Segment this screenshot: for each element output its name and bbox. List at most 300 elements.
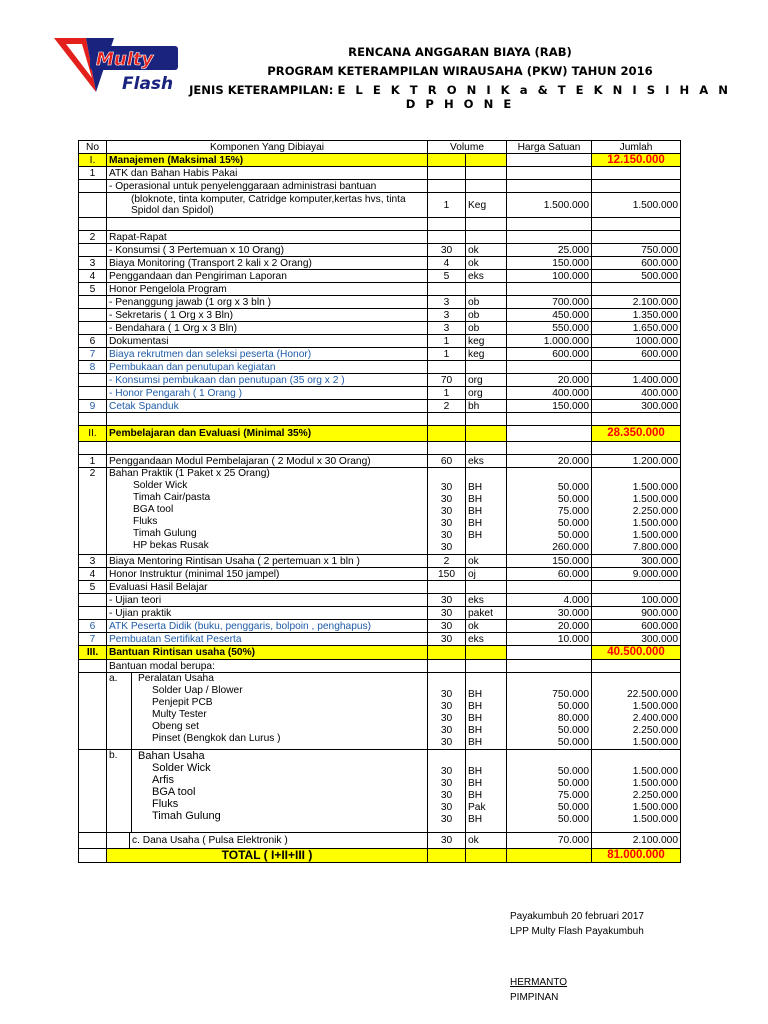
- table-cell: 1.500.000: [507, 193, 592, 218]
- table-cell: 500.000: [592, 270, 681, 283]
- table-cell: [592, 442, 681, 455]
- table-cell: 600.000: [592, 348, 681, 361]
- table-cell: 30: [440, 778, 453, 789]
- table-cell: 3: [428, 309, 466, 322]
- table-cell: 30: [440, 790, 453, 801]
- table-cell: [507, 750, 592, 833]
- table-cell: 70: [428, 374, 466, 387]
- table-cell: BH: [468, 530, 483, 541]
- table-cell: 6: [79, 335, 107, 348]
- table-row: [79, 309, 681, 322]
- table-cell: [507, 442, 592, 455]
- table-cell: 5: [428, 270, 466, 283]
- table-cell: [107, 218, 428, 231]
- table-cell: 2.100.000: [592, 833, 681, 849]
- table-cell: [507, 849, 592, 863]
- table-cell: 30: [440, 482, 453, 493]
- table-cell: [466, 581, 507, 594]
- table-cell: [509, 689, 589, 749]
- table-cell: 22.500.000: [627, 689, 679, 700]
- table-cell: [430, 482, 463, 554]
- table-cell: [507, 413, 592, 426]
- table-cell: [430, 766, 463, 826]
- table-cell: 750.000: [552, 689, 590, 700]
- table-cell: Biaya rekrutmen dan seleksi peserta (Honor): [107, 348, 428, 361]
- table-cell: ATK Peserta Didik (buku, penggaris, bolpoin , penghapus): [107, 620, 428, 633]
- table-cell: [79, 442, 107, 455]
- organization: LPP Multy Flash Payakumbuh: [510, 926, 644, 937]
- table-cell: [509, 766, 589, 826]
- table-row: [79, 257, 681, 270]
- table-cell: [466, 167, 507, 180]
- table-cell: [107, 833, 428, 849]
- table-cell: [428, 180, 466, 193]
- multy-flash-logo: [52, 34, 180, 96]
- table-cell: 60.000: [507, 568, 592, 581]
- table-cell: [79, 833, 107, 849]
- table-row: [79, 296, 681, 309]
- table-cell: ob: [466, 322, 507, 335]
- table-cell: [466, 468, 507, 555]
- table-cell: BH: [468, 713, 483, 724]
- program-title: PROGRAM KETERAMPILAN WIRAUSAHA (PKW) TAHUN 2016: [267, 64, 653, 78]
- table-cell: BH: [468, 778, 483, 789]
- table-row: [79, 673, 681, 750]
- table-cell: [107, 413, 428, 426]
- table-cell: Fluks: [133, 516, 158, 527]
- table-cell: 30: [440, 713, 453, 724]
- table-cell: a.: [107, 673, 132, 749]
- table-cell: [507, 283, 592, 296]
- table-cell: 30: [440, 506, 453, 517]
- table-cell: [79, 374, 107, 387]
- table-row: [79, 361, 681, 374]
- table-cell: BH: [468, 482, 483, 493]
- svg-text:Flash: Flash: [122, 74, 174, 94]
- table-cell: Penggandaan dan Pengiriman Laporan: [107, 270, 428, 283]
- table-cell: [79, 660, 107, 673]
- table-cell: Timah Cair/pasta: [133, 492, 211, 503]
- table-cell: [507, 361, 592, 374]
- table-cell: 1.500.000: [632, 737, 679, 748]
- table-cell: 1.500.000: [592, 193, 681, 218]
- table-cell: [466, 413, 507, 426]
- table-cell: 30: [440, 701, 453, 712]
- table-row: [79, 455, 681, 468]
- table-cell: 5: [79, 581, 107, 594]
- table-cell: [594, 689, 678, 749]
- table-cell: BH: [468, 790, 483, 801]
- table-cell: 30: [440, 494, 453, 505]
- table-cell: [107, 750, 428, 833]
- table-cell: 7: [79, 348, 107, 361]
- table-cell: 1: [79, 167, 107, 180]
- place-date: Payakumbuh 20 februari 2017: [510, 911, 644, 922]
- table-cell: 600.000: [507, 348, 592, 361]
- table-row: [79, 594, 681, 607]
- table-cell: 600.000: [592, 257, 681, 270]
- table-cell: 150.000: [507, 257, 592, 270]
- table-cell: 2.400.000: [632, 713, 679, 724]
- table-cell: Bantuan Rintisan usaha (50%): [107, 646, 428, 660]
- table-cell: Pembelajaran dan Evaluasi (Minimal 35%): [107, 426, 428, 442]
- table-cell: 30: [440, 814, 453, 825]
- table-cell: 400.000: [507, 387, 592, 400]
- table-cell: 50.000: [557, 778, 590, 789]
- table-cell: 750.000: [592, 244, 681, 257]
- table-cell: b.: [107, 750, 132, 832]
- table-cell: Harga Satuan: [507, 141, 592, 154]
- table-cell: BH: [468, 737, 483, 748]
- table-cell: Dokumentasi: [107, 335, 428, 348]
- table-cell: [468, 689, 504, 749]
- table-header-row: [79, 141, 681, 154]
- table-cell: 50.000: [557, 737, 590, 748]
- table-cell: 20.000: [507, 455, 592, 468]
- table-row: [79, 387, 681, 400]
- table-cell: ok: [466, 257, 507, 270]
- table-cell: - Operasional untuk penyelenggaraan administrasi bantuan: [107, 180, 428, 193]
- table-row: [79, 442, 681, 455]
- table-cell: [79, 193, 107, 218]
- table-cell: ok: [466, 833, 507, 849]
- table-cell: [509, 482, 589, 554]
- signer-name: HERMANTO: [510, 977, 568, 988]
- table-cell: [79, 594, 107, 607]
- table-cell: 2: [428, 400, 466, 413]
- table-cell: 100.000: [507, 270, 592, 283]
- table-cell: [132, 673, 281, 744]
- table-cell: 28.350.000: [592, 426, 681, 442]
- table-cell: [592, 750, 681, 833]
- table-cell: [592, 180, 681, 193]
- table-cell: 12.150.000: [592, 154, 681, 167]
- table-cell: 30: [440, 766, 453, 777]
- table-cell: 2.250.000: [632, 725, 679, 736]
- table-cell: BH: [468, 689, 483, 700]
- table-cell: Bahan Usaha: [138, 750, 205, 762]
- table-cell: oj: [466, 568, 507, 581]
- budget-table: [78, 140, 681, 863]
- table-cell: 20.000: [507, 374, 592, 387]
- table-cell: Volume: [428, 141, 507, 154]
- table-row: [79, 270, 681, 283]
- table-cell: [468, 482, 504, 554]
- table-cell: 2.250.000: [632, 506, 679, 517]
- table-cell: 150.000: [507, 555, 592, 568]
- table-cell: Biaya Monitoring (Transport 2 kali x 2 Orang): [107, 257, 428, 270]
- table-cell: [507, 154, 592, 167]
- table-row: [79, 833, 681, 849]
- table-cell: [428, 442, 466, 455]
- table-cell: Arfis: [152, 774, 174, 786]
- table-cell: [79, 296, 107, 309]
- table-cell: [594, 766, 678, 826]
- table-cell: 1.650.000: [592, 322, 681, 335]
- table-cell: [107, 442, 428, 455]
- table-cell: 2: [428, 555, 466, 568]
- table-cell: 50.000: [557, 494, 590, 505]
- table-row: [79, 750, 681, 833]
- table-row: [79, 581, 681, 594]
- table-cell: [592, 581, 681, 594]
- table-cell: [428, 154, 466, 167]
- table-cell: [466, 218, 507, 231]
- table-cell: Komponen Yang Dibiayai: [107, 141, 428, 154]
- table-row: [79, 413, 681, 426]
- table-row: [79, 607, 681, 620]
- table-cell: [507, 167, 592, 180]
- table-cell: BGA tool: [152, 786, 196, 798]
- table-cell: 30: [428, 244, 466, 257]
- table-cell: [428, 426, 466, 442]
- table-row: [79, 620, 681, 633]
- table-cell: [507, 180, 592, 193]
- table-cell: [79, 180, 107, 193]
- table-cell: Keg: [466, 193, 507, 218]
- table-cell: 30: [428, 607, 466, 620]
- table-cell: 3: [428, 296, 466, 309]
- table-cell: ATK dan Bahan Habis Pakai: [107, 167, 428, 180]
- table-cell: [79, 673, 107, 750]
- table-cell: 1: [428, 335, 466, 348]
- table-row: [79, 335, 681, 348]
- table-cell: Honor Instruktur (minimal 150 jampel): [107, 568, 428, 581]
- table-cell: Bantuan modal berupa:: [107, 660, 428, 673]
- table-cell: Cetak Spanduk: [107, 400, 428, 413]
- table-cell: - Ujian teori: [107, 594, 428, 607]
- table-cell: [507, 673, 592, 750]
- table-cell: [428, 673, 466, 750]
- table-cell: [428, 167, 466, 180]
- table-cell: [107, 673, 427, 749]
- table-cell: 81.000.000: [592, 849, 681, 863]
- table-cell: Multy Tester: [152, 709, 207, 720]
- table-cell: keg: [466, 348, 507, 361]
- table-cell: org: [466, 374, 507, 387]
- table-row: [79, 348, 681, 361]
- table-cell: 2: [79, 231, 107, 244]
- table-cell: 1: [428, 387, 466, 400]
- table-cell: c. Dana Usaha ( Pulsa Elektronik ): [132, 835, 288, 846]
- table-cell: [428, 750, 466, 833]
- table-cell: II.: [79, 426, 107, 442]
- table-cell: Bahan Praktik (1 Paket x 25 Orang): [109, 468, 270, 479]
- svg-text:Multy: Multy: [96, 49, 154, 70]
- table-cell: 9: [79, 400, 107, 413]
- table-row: [79, 180, 681, 193]
- table-cell: 70.000: [507, 833, 592, 849]
- table-cell: 1.500.000: [632, 494, 679, 505]
- table-cell: Solder Uap / Blower: [152, 685, 243, 696]
- table-cell: 100.000: [592, 594, 681, 607]
- table-cell: 1.500.000: [632, 814, 679, 825]
- table-cell: 1.000.000: [507, 335, 592, 348]
- table-row: [79, 193, 681, 218]
- table-cell: Solder Wick: [133, 480, 188, 491]
- jenis-keterampilan: JENIS KETERAMPILAN: E L E K T R O N I K a & T E K N I S I H A N D P H O N E: [189, 83, 731, 111]
- table-cell: [79, 387, 107, 400]
- table-cell: 40.500.000: [592, 646, 681, 660]
- table-cell: 10.000: [507, 633, 592, 646]
- table-cell: 50.000: [557, 518, 590, 529]
- table-cell: Pak: [468, 802, 486, 813]
- table-cell: [79, 849, 107, 863]
- table-cell: Timah Gulung: [133, 528, 197, 539]
- table-cell: HP bekas Rusak: [133, 540, 209, 551]
- table-cell: paket: [466, 607, 507, 620]
- table-cell: 30: [440, 737, 453, 748]
- table-cell: ob: [466, 296, 507, 309]
- section-row: [79, 154, 681, 167]
- total-row: [79, 849, 681, 863]
- table-row: [79, 660, 681, 673]
- table-cell: [466, 673, 507, 750]
- table-cell: [79, 244, 107, 257]
- table-cell: 30.000: [507, 607, 592, 620]
- table-cell: BH: [468, 494, 483, 505]
- table-cell: 30: [440, 542, 453, 553]
- table-cell: Obeng set: [152, 721, 200, 732]
- table-cell: - Honor Pengarah ( 1 Orang ): [107, 387, 428, 400]
- table-cell: Pinset (Bengkok dan Lurus ): [152, 733, 281, 744]
- table-cell: 30: [428, 594, 466, 607]
- table-cell: ok: [466, 555, 507, 568]
- table-cell: bh: [466, 400, 507, 413]
- table-cell: [107, 833, 130, 848]
- table-cell: keg: [466, 335, 507, 348]
- table-cell: I.: [79, 154, 107, 167]
- table-cell: 1.200.000: [592, 455, 681, 468]
- table-cell: eks: [466, 633, 507, 646]
- table-cell: 1.350.000: [592, 309, 681, 322]
- table-cell: 4: [79, 568, 107, 581]
- table-cell: 1: [428, 193, 466, 218]
- signer-role: PIMPINAN: [510, 992, 559, 1003]
- table-cell: [466, 283, 507, 296]
- table-cell: 2.250.000: [632, 790, 679, 801]
- table-cell: 60: [428, 455, 466, 468]
- table-cell: [428, 646, 466, 660]
- table-cell: Penjepit PCB: [152, 697, 213, 708]
- table-row: [79, 633, 681, 646]
- table-cell: [507, 426, 592, 442]
- table-cell: [592, 660, 681, 673]
- table-cell: BH: [468, 701, 483, 712]
- table-cell: org: [466, 387, 507, 400]
- table-cell: eks: [466, 594, 507, 607]
- table-cell: [107, 673, 428, 750]
- table-cell: [79, 750, 107, 833]
- table-cell: 2.100.000: [592, 296, 681, 309]
- table-cell: 80.000: [557, 713, 590, 724]
- table-row: [79, 555, 681, 568]
- table-cell: [466, 849, 507, 863]
- table-cell: [466, 154, 507, 167]
- table-cell: 50.000: [557, 766, 590, 777]
- table-row: [79, 568, 681, 581]
- table-cell: [430, 689, 463, 749]
- table-cell: [466, 426, 507, 442]
- table-cell: [428, 581, 466, 594]
- table-cell: [507, 231, 592, 244]
- table-cell: [428, 468, 466, 555]
- table-row: [79, 374, 681, 387]
- table-cell: 550.000: [507, 322, 592, 335]
- table-row: [79, 231, 681, 244]
- table-cell: 50.000: [557, 814, 590, 825]
- table-cell: 3: [428, 322, 466, 335]
- table-cell: 50.000: [557, 530, 590, 541]
- table-cell: [592, 361, 681, 374]
- table-cell: [592, 413, 681, 426]
- table-cell: BH: [468, 506, 483, 517]
- table-row: [79, 218, 681, 231]
- table-cell: ok: [466, 244, 507, 257]
- table-cell: 50.000: [557, 701, 590, 712]
- table-cell: III.: [79, 646, 107, 660]
- table-cell: 300.000: [592, 555, 681, 568]
- table-cell: [466, 646, 507, 660]
- table-cell: 300.000: [592, 633, 681, 646]
- table-cell: [428, 361, 466, 374]
- table-cell: (bloknote, tinta komputer, Catridge komputer,kertas hvs, tinta Spidol dan Spidol): [107, 193, 428, 218]
- table-cell: Solder Wick: [152, 762, 211, 774]
- table-cell: Rapat-Rapat: [107, 231, 428, 244]
- table-cell: 1.400.000: [592, 374, 681, 387]
- table-cell: [592, 673, 681, 750]
- table-cell: [466, 180, 507, 193]
- table-cell: - Ujian praktik: [107, 607, 428, 620]
- table-cell: 7: [79, 633, 107, 646]
- table-cell: [466, 361, 507, 374]
- table-cell: 4.000: [507, 594, 592, 607]
- table-cell: 3: [79, 555, 107, 568]
- table-cell: 400.000: [592, 387, 681, 400]
- table-cell: ok: [466, 620, 507, 633]
- table-cell: 75.000: [557, 506, 590, 517]
- table-cell: 20.000: [507, 620, 592, 633]
- table-cell: 1.500.000: [632, 778, 679, 789]
- table-cell: [428, 660, 466, 673]
- table-cell: 50.000: [557, 802, 590, 813]
- table-cell: 5: [79, 283, 107, 296]
- table-cell: 700.000: [507, 296, 592, 309]
- table-cell: 2: [79, 468, 107, 555]
- table-cell: - Konsumsi ( 3 Pertemuan x 10 Orang): [107, 244, 428, 257]
- table-cell: 150.000: [507, 400, 592, 413]
- table-cell: 9.000.000: [592, 568, 681, 581]
- table-cell: 30: [440, 725, 453, 736]
- table-cell: [79, 218, 107, 231]
- table-cell: BH: [468, 814, 483, 825]
- table-cell: 30: [440, 802, 453, 813]
- table-cell: eks: [466, 455, 507, 468]
- table-cell: - Penanggung jawab (1 org x 3 bln ): [107, 296, 428, 309]
- table-cell: Biaya Mentoring Rintisan Usaha ( 2 pertemuan x 1 bln ): [107, 555, 428, 568]
- table-cell: Jumlah: [592, 141, 681, 154]
- table-row: [79, 244, 681, 257]
- table-cell: 30: [428, 620, 466, 633]
- table-cell: Peralatan Usaha: [138, 673, 214, 684]
- table-cell: BH: [468, 518, 483, 529]
- table-cell: 30: [428, 633, 466, 646]
- table-cell: 30: [440, 530, 453, 541]
- table-cell: Fluks: [152, 798, 179, 810]
- table-row: [79, 167, 681, 180]
- table-cell: Manajemen (Maksimal 15%): [107, 154, 428, 167]
- table-cell: 25.000: [507, 244, 592, 257]
